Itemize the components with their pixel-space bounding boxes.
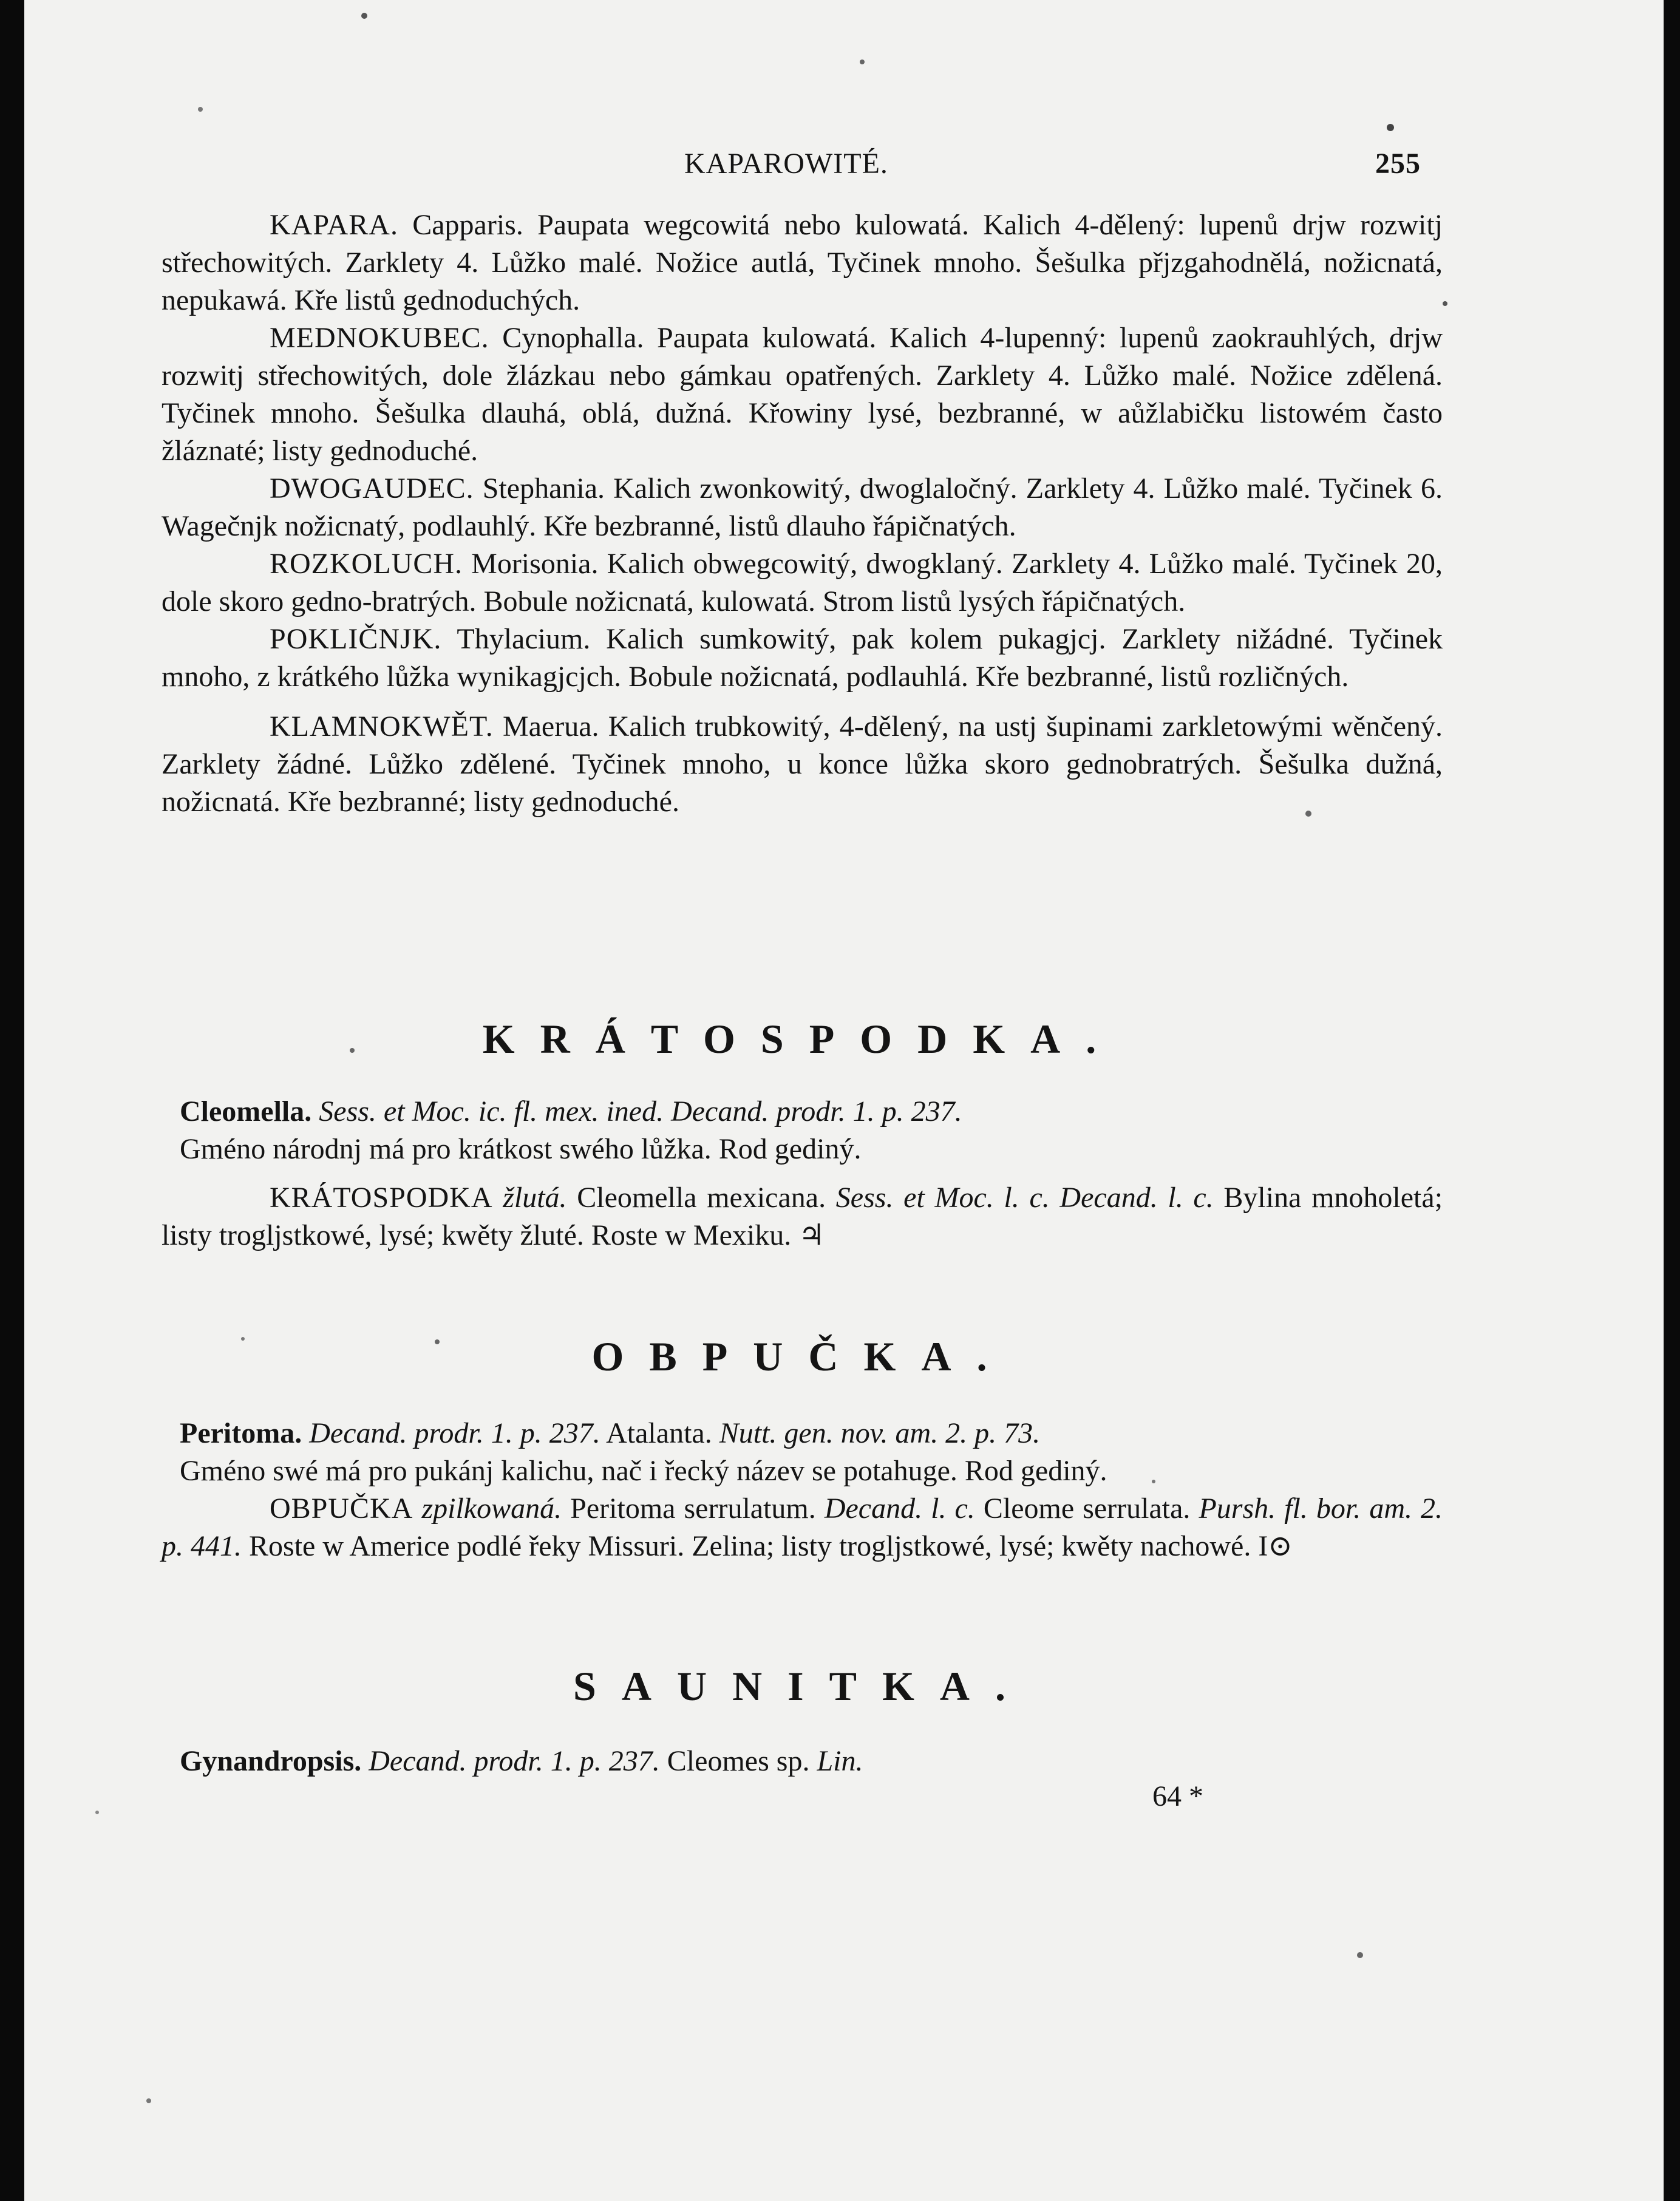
latin-genus: Gynandropsis. (180, 1745, 362, 1777)
genus-entry (162, 621, 1443, 696)
genus-reference: Decand. prodr. 1. p. 237. (309, 1417, 600, 1449)
section-heading-kratospodka: KRÁTOSPODKA. (482, 1016, 1122, 1062)
species-reference: Decand. l. c. (824, 1492, 975, 1525)
genus-synonymy (162, 1415, 1443, 1452)
synonym-reference: Nutt. gen. nov. am. 2. p. 73. (719, 1417, 1041, 1449)
species-entry (162, 1490, 1443, 1565)
species-description: Roste w Americe podlé řeky Missuri. Zelina; listy trogljstkowé, lysé; kwěty nachowé. I⊙ (249, 1530, 1293, 1562)
name-note: Gméno národnj má pro krátkost swého lůžka. Rod gediný. (180, 1133, 862, 1165)
genus-description: Stephania. Kalich zwonkowitý, dwoglaločný. Zarklety 4. Lůžko malé. Tyčinek 6. Wagečnjk nožicnatý, podlauhlý. Kře bezbranné, listů dlauho řápičnatých. (162, 472, 1443, 542)
genus-czech-name: POKLIČNJK. (270, 623, 442, 655)
book-page (24, 0, 1664, 2201)
genus-entry (162, 470, 1443, 545)
section-heading-saunitka: SAUNITKA. (573, 1663, 1031, 1709)
genus-czech-name: ROZKOLUCH. (270, 548, 463, 580)
synonym-genus: Cleomes sp. (667, 1745, 810, 1777)
genus-czech-name: KLAMNOKWĚT. (270, 710, 494, 743)
genus-entry (162, 545, 1443, 621)
genus-description: Morisonia. Kalich obwegcowitý, dwogklaný. Zarklety 4. Lůžko malé. Tyčinek 20, dole skoro gedno-bratrých. Bobule nožicnatá, kulowatá. Strom listů lysých řápičnatých. (162, 548, 1443, 617)
genus-synonymy (162, 1093, 1443, 1131)
genus-czech-name: DWOGAUDEC. (270, 472, 474, 505)
species-latin: Cleomella mexicana. (577, 1182, 826, 1214)
genus-czech-name: MEDNOKUBEC. (270, 322, 489, 354)
genus-synonymy (162, 1743, 1443, 1780)
latin-genus: Cleomella. (180, 1095, 312, 1128)
synonym-reference: Lin. (817, 1745, 863, 1777)
genus-description: Capparis. Paupata wegcowitá nebo kulowatá. Kalich 4-dělený: lupenů drjw rozwitj střechowitých. Zarklety 4. Lůžko malé. Nožice autlá, Tyčinek mnoho. Šešulka přjzgahodnělá, nožicnatá, nepukawá. Kře listů gednoduchých. (162, 209, 1443, 316)
capparis-genera-list (162, 206, 1443, 821)
species-synonym: Cleome serrulata. (983, 1492, 1191, 1525)
latin-genus: Peritoma. (180, 1417, 302, 1449)
species-reference: Sess. et Moc. l. c. Decand. l. c. (835, 1182, 1214, 1214)
species-entry (162, 1179, 1443, 1254)
species-latin: Peritoma serrulatum. (570, 1492, 816, 1525)
species-description: Bylina mnoholetá; listy trogljstkowé, lysé; kwěty žluté. Roste w Mexiku. ♃ (162, 1182, 1443, 1251)
genus-entry (162, 708, 1443, 821)
kratospodka-section (162, 1093, 1443, 1254)
species-epithet: zpilkowaná. (421, 1492, 562, 1525)
name-note: Gméno swé má pro pukánj kalichu, nač i řecký název se potahuge. Rod gediný. (180, 1455, 1107, 1487)
genus-description: Cynophalla. Paupata kulowatá. Kalich 4-lupenný: lupenů zaokrauhlých, drjw rozwitj střechowitých, dole žlázkau nebo gámkau opatřených. Zarklety 4. Lůžko malé. Nožice zdělená. Tyčinek mnoho. Šešulka dlauhá, oblá, dužná. Křowiny lysé, bezbranné, w aůžlabičku listowém často žláznaté; listy gednoduché. (162, 322, 1443, 467)
genus-description: Thylacium. Kalich sumkowitý, pak kolem pukagjcj. Zarklety nižádné. Tyčinek mnoho, z krátkého lůžka wynikagjcjch. Bobule nožicnatá, podlauhlá. Kře bezbranné, listů rozličných. (162, 623, 1443, 693)
running-head: KAPAROWITÉ. (684, 148, 888, 180)
genus-description: Maerua. Kalich trubkowitý, 4-dělený, na ustj šupinami zarkletowými wěnčený. Zarklety žádné. Lůžko zdělené. Tyčinek mnoho, u konce lůžka skoro gednobratrých. Šešulka dužná, nožicnatá. Kře bezbranné; listy gednoduché. (162, 710, 1443, 818)
obpucka-section (162, 1415, 1443, 1565)
printer-signature: 64 * (1152, 1780, 1203, 1812)
species-synonym-reference: Pursh. fl. bor. am. 2. p. 441. (162, 1492, 1443, 1562)
genus-reference: Decand. prodr. 1. p. 237. (369, 1745, 660, 1777)
genus-entry (162, 206, 1443, 319)
synonym-genus: Atalanta. (606, 1417, 712, 1449)
species-epithet: žlutá. (503, 1182, 567, 1214)
section-heading-obpucka: OBPUČKA. (591, 1333, 1013, 1379)
genus-entry (162, 319, 1443, 470)
page-number: 255 (1375, 148, 1421, 180)
saunitka-section (162, 1743, 1443, 1780)
genus-czech-name: KAPARA. (270, 209, 398, 241)
genus-reference: Sess. et Moc. ic. fl. mex. ined. Decand. prodr. 1. p. 237. (319, 1095, 962, 1128)
species-czech-name: KRÁTOSPODKA (270, 1182, 493, 1214)
species-czech-name: OBPUČKA (270, 1492, 413, 1525)
